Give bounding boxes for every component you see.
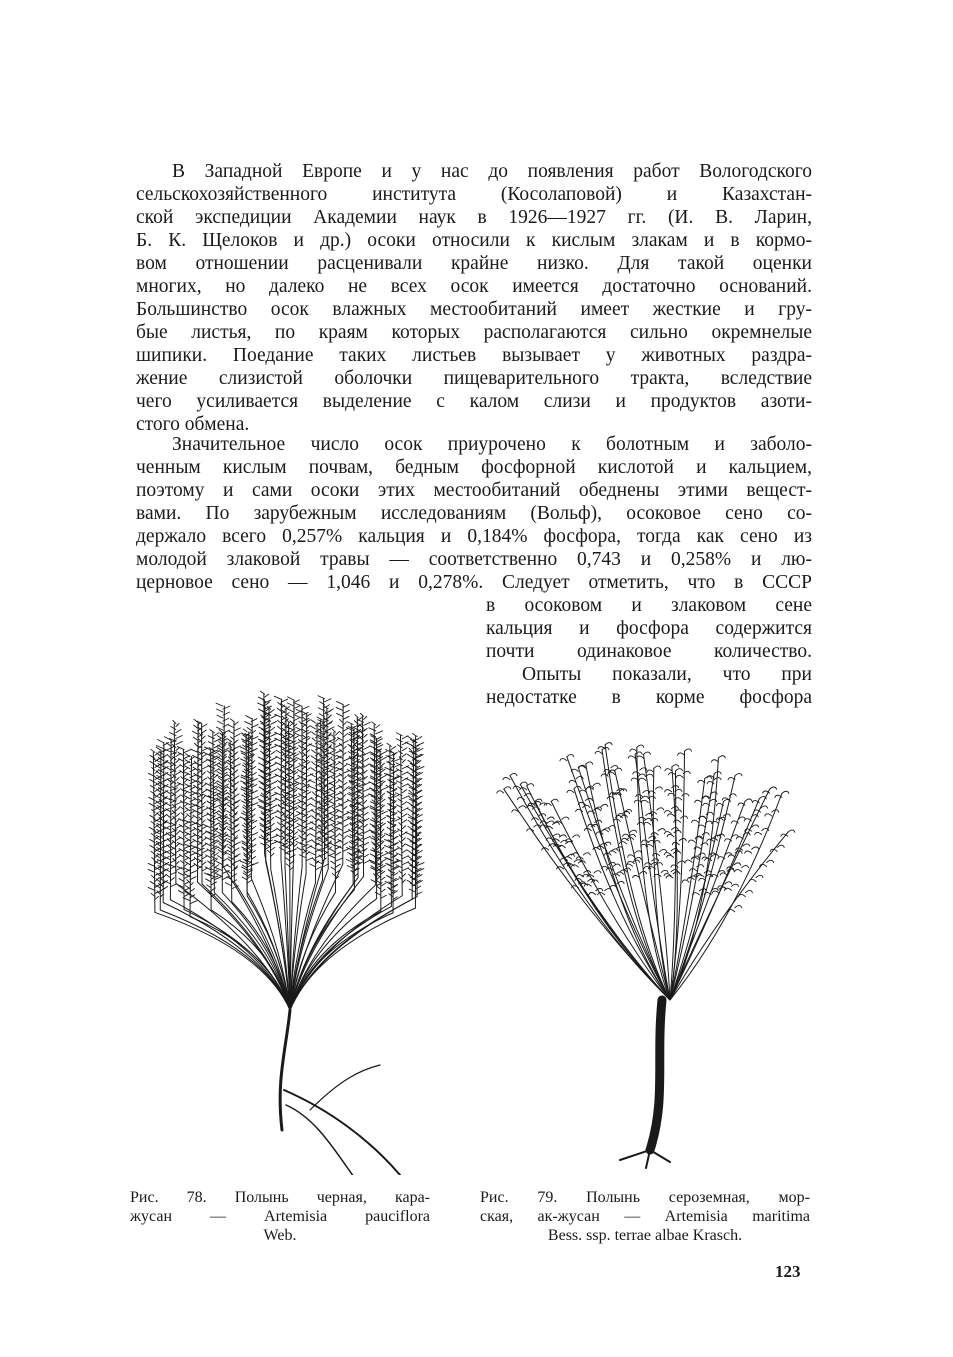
- paragraph-2: [136, 433, 812, 594]
- text-line: ченным кислым почвам, бедным фосфорной кислотой и кальцием,: [136, 457, 812, 478]
- text-line: недостатке в корме фосфора: [486, 687, 812, 708]
- figure-79-artemisia-maritima: [480, 700, 815, 1180]
- figure-79-caption: [480, 1188, 810, 1245]
- stem-line: [615, 770, 670, 1000]
- caption-line: жусан — Artemisia pauciflora: [130, 1208, 430, 1225]
- woody-stem: [650, 1000, 662, 1150]
- text-line: молодой злаковой травы — соответственно 0,743 и 0,258% и лю-: [136, 549, 812, 570]
- text-line: Б. К. Щелоков и др.) осоки относили к кислым злакам и в кормо-: [136, 230, 812, 251]
- root: [620, 1150, 670, 1168]
- text-line: сельскохозяйственного института (Косолаповой) и Казахстан-: [136, 184, 812, 205]
- stem-line: [670, 793, 782, 1000]
- text-line: жение слизистой оболочки пищеварительного тракта, вследствие: [136, 368, 812, 389]
- root: [310, 1065, 380, 1110]
- plant-illustration-78: [130, 615, 430, 1175]
- flower-cluster: [567, 786, 624, 887]
- text-line: в осоковом и злаковом сене: [486, 595, 812, 616]
- root: [286, 1105, 360, 1175]
- caption-line: ская, ак-жусан — Artemisia maritima: [480, 1208, 810, 1225]
- text-line: бые листья, по краям которых располагаются сильно окремнелые: [136, 322, 812, 343]
- text-line: почти одинаковое количество.: [486, 641, 812, 662]
- flower-cluster: [513, 782, 594, 885]
- caption-line: Bess. ssp. terrae albae Krasch.: [547, 1227, 743, 1244]
- caption-line: Web.: [263, 1227, 297, 1244]
- stem-line: [670, 801, 745, 1000]
- figure-78-caption: [130, 1188, 430, 1245]
- text-line: Опыты показали, что при: [522, 664, 812, 685]
- text-line: вом отношении расценивали крайне низко. Для такой оценки: [136, 253, 812, 274]
- text-line: держало всего 0,257% кальция и 0,184% фосфора, тогда как сено из: [136, 526, 812, 547]
- stem-line: [670, 832, 788, 1000]
- caption-line: Рис. 79. Полынь сероземная, мор-: [480, 1189, 810, 1206]
- text-line: многих, но далеко не всех осок имеется достаточно оснований.: [136, 276, 812, 297]
- paragraph-2-continuation: [486, 594, 812, 709]
- text-line: поэтому и сами осоки этих местообитаний обеднены этими вещест-: [136, 480, 812, 501]
- flower-cluster: [728, 830, 795, 912]
- stem-line: [670, 767, 677, 1000]
- flower-cluster: [718, 787, 777, 888]
- text-line: вами. По зарубежным исследованиям (Вольф), осоковое сено со-: [136, 503, 812, 524]
- stem-line: [160, 750, 290, 1010]
- root: [284, 1090, 400, 1175]
- stem-line: [163, 742, 290, 1010]
- plant-illustration-79: [480, 700, 815, 1180]
- page-number: 123: [775, 1262, 801, 1281]
- caption-line: Рис. 78. Полынь черная, кара-: [130, 1189, 430, 1206]
- text-line: Большинство осок влажных местообитаний имеет жесткие и гру-: [136, 299, 812, 320]
- text-line: ской экспедиции Академии наук в 1926—1927 гг. (И. В. Ларин,: [136, 207, 812, 228]
- text-line: церновое сено — 1,046 и 0,278%. Следует отметить, что в СССР: [136, 572, 812, 593]
- flower-cluster: [671, 749, 692, 867]
- text-line: шипики. Поедание таких листьев вызывает у животных раздра-: [136, 345, 812, 366]
- figure-78-artemisia-pauciflora: [130, 615, 430, 1175]
- stem-line: [535, 801, 670, 1000]
- text-line: Значительное число осок приурочено к болотным и заболо-: [172, 434, 812, 455]
- flower-cluster: [712, 797, 766, 894]
- text-line: стого обмена.: [136, 414, 250, 435]
- root: [280, 1010, 290, 1130]
- text-line: В Западной Европе и у нас до появления работ Вологодского: [172, 161, 812, 182]
- text-line: чего усиливается выделение с калом слизи и продуктов азоти-: [136, 391, 812, 412]
- paragraph-1: [136, 160, 812, 436]
- text-line: кальция и фосфора содержится: [486, 618, 812, 639]
- flower-cluster: [528, 799, 603, 895]
